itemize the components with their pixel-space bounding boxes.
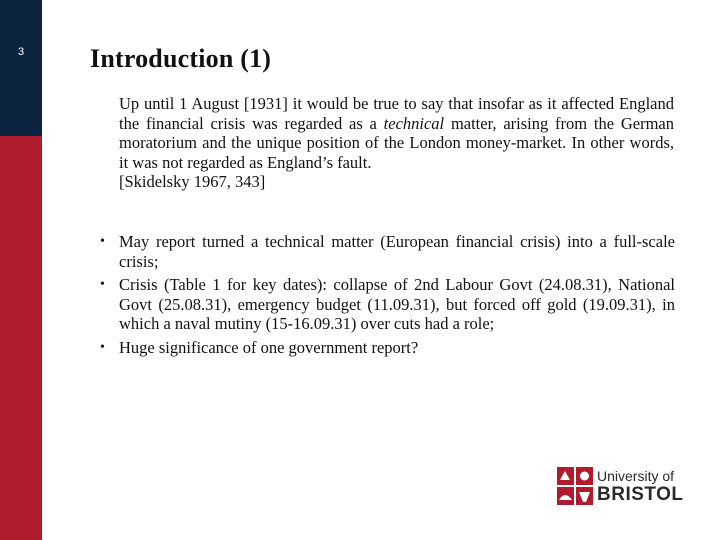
slide-number: 3 xyxy=(17,46,25,58)
bullet-item xyxy=(100,338,675,358)
sidebar-bottom-band xyxy=(0,136,42,540)
quote-italic-word: technical xyxy=(383,113,445,133)
bullet-text: May report turned a technical matter (European financial crisis) into a full-scale crisis; xyxy=(119,232,675,271)
quote-text-start: Up until 1 August [1931] it would be true to say that insofar as it affected England the financial crisis was regarded as a xyxy=(119,94,674,133)
bullet-list xyxy=(100,232,675,361)
bullet-item xyxy=(100,232,675,271)
university-crest-icon xyxy=(556,466,594,506)
bullet-text: Crisis (Table 1 for key dates): collapse of 2nd Labour Govt (24.08.31), National Govt (25.08.31), emergency budget (11.09.31), but forced off gold (19.09.31), in which a naval mutiny (15-16.09.31) over cuts had a role; xyxy=(119,275,675,333)
bullet-item xyxy=(100,275,675,334)
quote-citation: [Skidelsky 1967, 343] xyxy=(119,172,266,191)
bullet-dot: • xyxy=(100,277,105,292)
logo-text-line1: University of xyxy=(597,468,675,484)
quote-text xyxy=(119,94,674,172)
sidebar-top-band xyxy=(0,0,42,136)
bullet-dot: • xyxy=(100,234,105,249)
quote-block xyxy=(119,94,674,192)
bullet-text: Huge significance of one government report? xyxy=(119,337,419,357)
bullet-dot: • xyxy=(100,339,105,355)
university-logo xyxy=(556,466,686,506)
logo-text-line2: BRISTOL xyxy=(597,484,684,505)
slide-title: Introduction (1) xyxy=(90,44,272,73)
quote-text-end: matter, arising from the German moratorium and the unique position of the London money-market. In other words, it was not regarded as England’s fault. xyxy=(119,113,674,172)
